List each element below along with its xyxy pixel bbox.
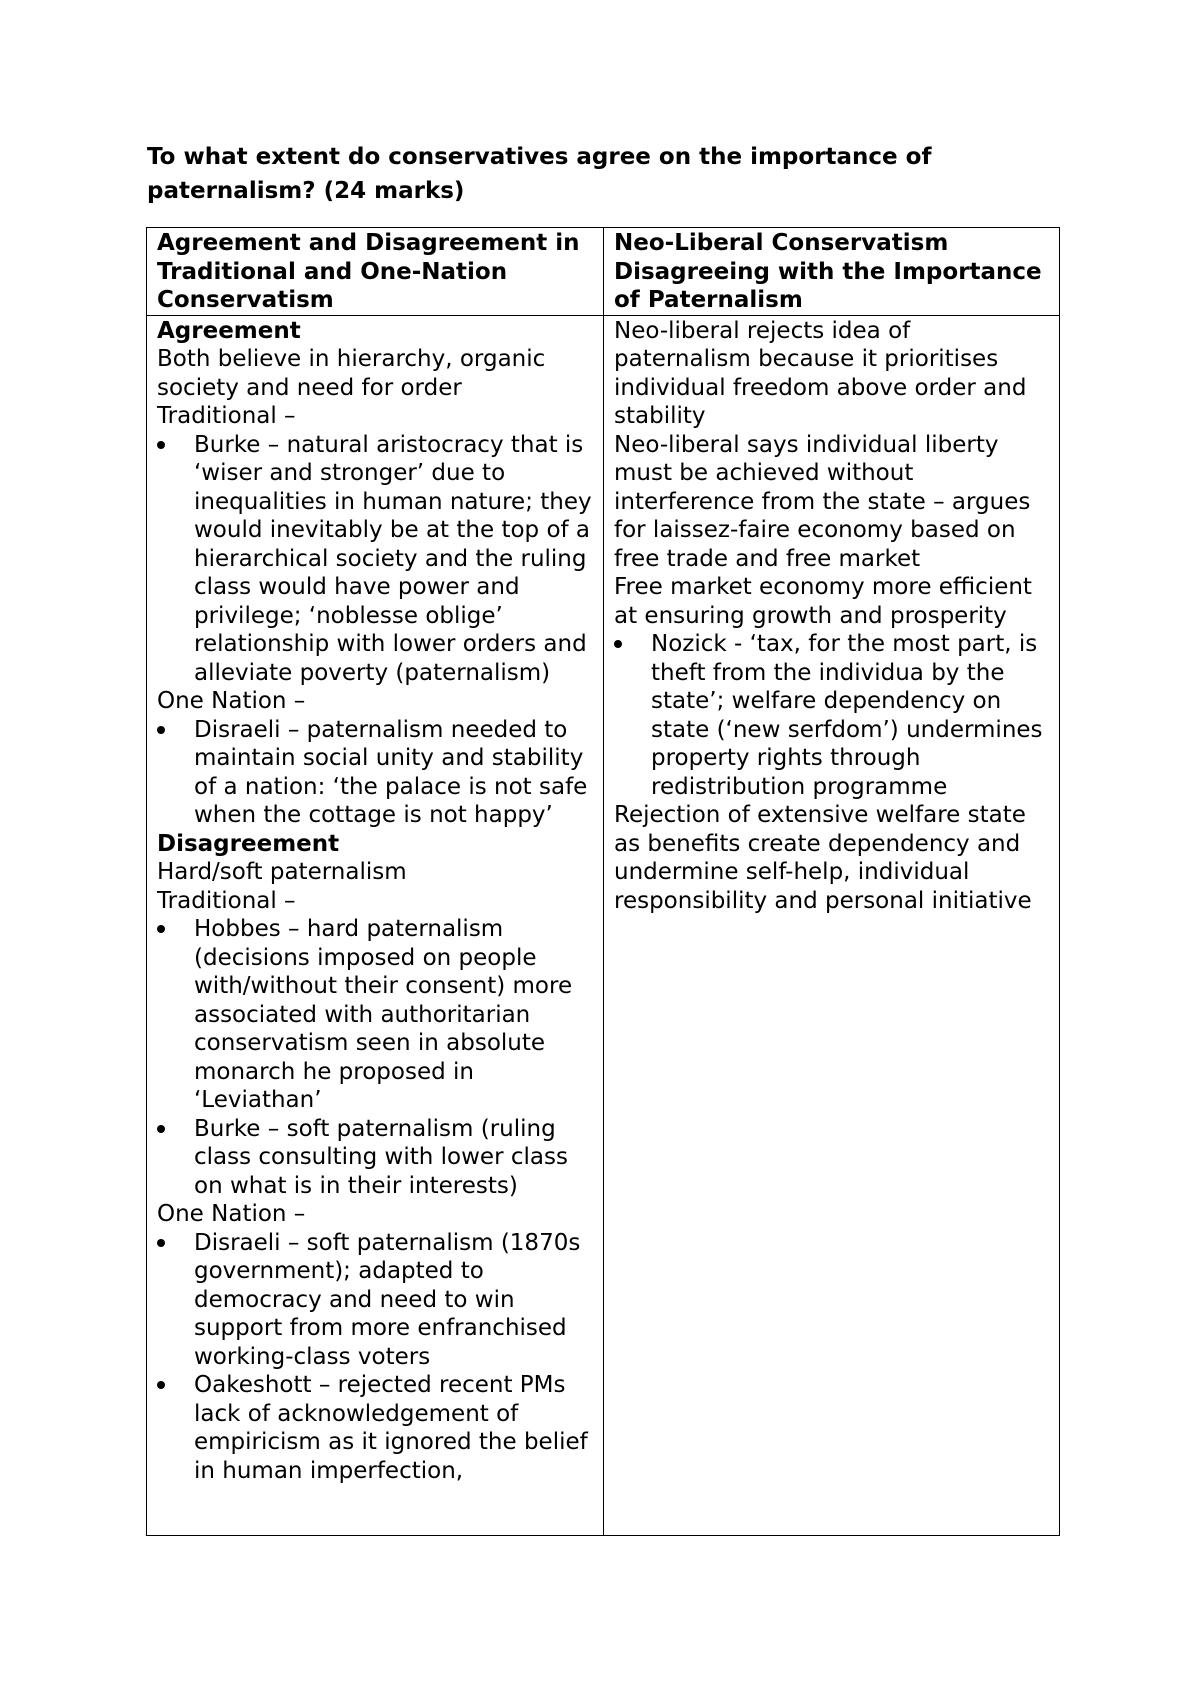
right-paragraph: Neo-liberal rejects idea of paternalism because it prioritises individual freedom above order and stability [614,317,1027,429]
disagreement-intro: Hard/soft paternalism [157,859,407,885]
comparison-table [146,227,1060,1536]
header-right: Neo-Liberal Conservatism Disagreeing with the Importance of Paternalism [604,228,1060,316]
table-header-row [147,228,1060,316]
table-body-row [147,315,1060,1535]
traditional-label: Traditional – [157,403,296,429]
one-nation-label: One Nation – [157,688,306,714]
list-item-text: Hobbes – hard paternalism (decisions imposed on people with/without their consent) more associated with authoritarian conservatism seen in absolute monarch he proposed in ‘Leviathan’ [194,916,573,1113]
bullet-icon [157,441,165,449]
list-item [157,431,593,688]
agreement-heading: Agreement [157,317,301,344]
list-item [157,1229,593,1372]
bullet-icon [157,925,165,933]
list-item-text: Oakeshott – rejected recent PMs lack of acknowledgement of empiricism as it ignored the belief in human imperfection, [194,1372,588,1484]
bullet-icon [157,726,165,734]
bullet-icon [614,640,622,648]
one-nation-label: One Nation – [157,1201,306,1227]
list-item [157,716,593,830]
traditional-bullet-list [157,915,593,1200]
list-item [157,915,593,1115]
bullet-icon [157,1239,165,1247]
list-item-text: Burke – soft paternalism (ruling class consulting with lower class on what is in their interests) [194,1115,568,1199]
disagreement-heading: Disagreement [157,830,340,857]
right-paragraph: Free market economy more efficient at ensuring growth and prosperity [614,574,1032,629]
right-paragraph: Rejection of extensive welfare state as benefits create dependency and undermine self-help, individual responsibility and personal initiative [614,802,1032,914]
header-left: Agreement and Disagreement in Traditional and One-Nation Conservatism [147,228,604,316]
list-item [157,1371,593,1485]
list-item [614,630,1049,801]
bullet-icon [157,1381,165,1389]
agreement-intro: Both believe in hierarchy, organic society and need for order [157,346,546,401]
list-item-text: Disraeli – paternalism needed to maintain social unity and stability of a nation: ‘the palace is not safe when the cottage is not happy’ [194,716,588,828]
one-nation-bullet-list [157,1229,593,1486]
list-item-text: Disraeli – soft paternalism (1870s government); adapted to democracy and need to win support from more enfranchised working-class voters [194,1229,581,1370]
right-bullet-list [614,630,1049,801]
traditional-bullet-list [157,431,593,688]
right-paragraph: Neo-liberal says individual liberty must be achieved without interference from the state – argues for laissez-faire economy based on free trade and free market [614,431,1031,572]
right-column-cell [604,315,1060,1535]
traditional-label: Traditional – [157,887,296,914]
left-column-cell [147,315,604,1535]
list-item-text: Burke – natural aristocracy that is ‘wiser and stronger’ due to inequalities in human nature; they would inevitably be at the top of a hierarchical society and the ruling class would have power and privilege; ‘noblesse oblige’ relationship with lower orders and alleviate poverty (paternalism) [194,431,592,686]
page-title: To what extent do conservatives agree on the importance of paternalism? (24 marks) [147,144,932,204]
one-nation-bullet-list [157,716,593,830]
bullet-icon [157,1125,165,1133]
list-item-text: Nozick - ‘tax, for the most part, is theft from the individua by the state’; welfare dependency on state (‘new serfdom’) undermines property rights through redistribution programme [651,631,1043,800]
list-item [157,1115,593,1201]
